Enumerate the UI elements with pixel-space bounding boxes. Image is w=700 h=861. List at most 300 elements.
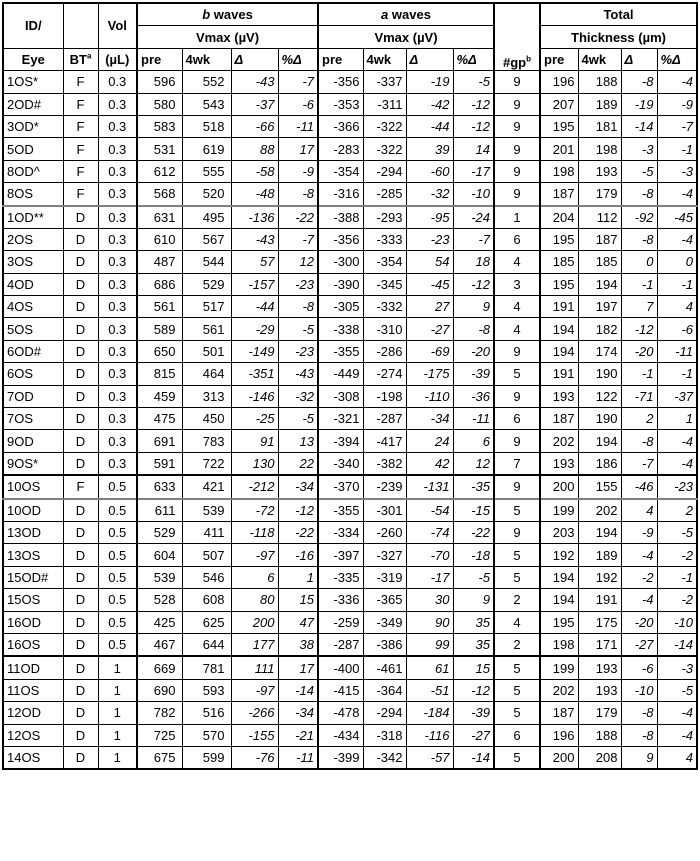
a-pre-cell: -356: [318, 71, 363, 93]
t-pre-cell: 200: [540, 746, 578, 769]
a-4wk-cell: -286: [363, 340, 406, 362]
b-delta-cell: -44: [231, 296, 278, 318]
a-pctdelta-cell: -24: [453, 206, 494, 229]
t-4wk-cell: 155: [578, 475, 621, 498]
table-header: [3, 3, 697, 71]
a-pre-cell: -394: [318, 430, 363, 452]
t-delta-cell: 9: [621, 746, 657, 769]
vol-cell: 0.3: [98, 160, 137, 182]
t-4wk-cell: 194: [578, 273, 621, 295]
t-pre-cell: 192: [540, 544, 578, 566]
vol-cell: 0.3: [98, 138, 137, 160]
table-row: [3, 702, 697, 724]
a-pctdelta-cell: -11: [453, 408, 494, 430]
b-pctdelta-header: %Δ: [278, 48, 318, 70]
t-pctdelta-cell: -23: [657, 475, 697, 498]
vol-cell: 0.5: [98, 499, 137, 522]
b-delta-cell: -146: [231, 385, 278, 407]
b-4wk-cell: 625: [182, 611, 231, 633]
b-pre-cell: 591: [137, 452, 182, 475]
b-4wk-header: 4wk: [182, 48, 231, 70]
bt-cell: D: [63, 273, 98, 295]
a-delta-cell: 24: [406, 430, 453, 452]
t-4wk-cell: 171: [578, 633, 621, 656]
t-4wk-cell: 193: [578, 679, 621, 701]
id-eye-cell: 7OD: [3, 385, 63, 407]
t-pre-cell: 199: [540, 656, 578, 679]
bt-cell: D: [63, 251, 98, 273]
b-pctdelta-cell: 1: [278, 566, 318, 588]
t-pctdelta-cell: 4: [657, 296, 697, 318]
t-delta-cell: -10: [621, 679, 657, 701]
b-pre-cell: 611: [137, 499, 182, 522]
table-row: [3, 611, 697, 633]
id-eye-cell: 5OD: [3, 138, 63, 160]
b-pre-cell: 539: [137, 566, 182, 588]
t-pre-cell: 196: [540, 724, 578, 746]
gp-cell: 9: [494, 183, 540, 206]
b-pre-cell: 669: [137, 656, 182, 679]
t-delta-cell: -7: [621, 452, 657, 475]
a-delta-cell: -51: [406, 679, 453, 701]
bt-cell: D: [63, 724, 98, 746]
vol-cell: 0.3: [98, 363, 137, 385]
table-row: [3, 71, 697, 93]
bt-cell: D: [63, 340, 98, 362]
thickness-header: Thickness (µm): [540, 26, 697, 48]
b-delta-cell: -43: [231, 71, 278, 93]
bt-cell: D: [63, 452, 98, 475]
b-pre-cell: 690: [137, 679, 182, 701]
total-header: Total: [540, 3, 697, 26]
table-row: [3, 724, 697, 746]
b-delta-cell: 6: [231, 566, 278, 588]
t-delta-cell: -1: [621, 363, 657, 385]
a-pctdelta-cell: 12: [453, 452, 494, 475]
a-pre-cell: -287: [318, 633, 363, 656]
t-delta-cell: -8: [621, 228, 657, 250]
t-pctdelta-cell: -3: [657, 656, 697, 679]
t-4wk-cell: 175: [578, 611, 621, 633]
b-pre-cell: 475: [137, 408, 182, 430]
b-4wk-cell: 783: [182, 430, 231, 452]
t-pre-cell: 195: [540, 273, 578, 295]
bt-cell: D: [63, 544, 98, 566]
b-4wk-cell: 644: [182, 633, 231, 656]
t-4wk-cell: 191: [578, 589, 621, 611]
t-pre-cell: 191: [540, 363, 578, 385]
a-pctdelta-cell: -14: [453, 746, 494, 769]
a-pre-cell: -399: [318, 746, 363, 769]
results-table: [2, 2, 698, 770]
b-4wk-cell: 517: [182, 296, 231, 318]
t-delta-cell: -14: [621, 115, 657, 137]
table-row: [3, 363, 697, 385]
a-4wk-cell: -294: [363, 702, 406, 724]
b-pctdelta-cell: -11: [278, 746, 318, 769]
id-eye-cell: 4OD: [3, 273, 63, 295]
a-4wk-cell: -382: [363, 452, 406, 475]
t-pre-cell: 195: [540, 228, 578, 250]
vol-cell: 0.3: [98, 340, 137, 362]
t-delta-cell: -6: [621, 656, 657, 679]
a-pre-cell: -415: [318, 679, 363, 701]
b-pctdelta-cell: -7: [278, 228, 318, 250]
id-eye-cell: 11OD: [3, 656, 63, 679]
a-4wk-cell: -354: [363, 251, 406, 273]
a-pre-cell: -355: [318, 499, 363, 522]
t-pctdelta-cell: -2: [657, 589, 697, 611]
table-row: [3, 115, 697, 137]
a-4wk-cell: -349: [363, 611, 406, 633]
t-pctdelta-cell: -4: [657, 228, 697, 250]
b-4wk-cell: 546: [182, 566, 231, 588]
t-pctdelta-cell: -3: [657, 160, 697, 182]
b-4wk-cell: 555: [182, 160, 231, 182]
table-row: [3, 385, 697, 407]
table-row: [3, 566, 697, 588]
b-pre-cell: 686: [137, 273, 182, 295]
a-pctdelta-cell: -12: [453, 679, 494, 701]
a-4wk-cell: -285: [363, 183, 406, 206]
a-4wk-cell: -293: [363, 206, 406, 229]
a-delta-cell: -69: [406, 340, 453, 362]
t-4wk-cell: 197: [578, 296, 621, 318]
id-eye-cell: 1OS*: [3, 71, 63, 93]
a-pctdelta-cell: -8: [453, 318, 494, 340]
table-row: [3, 138, 697, 160]
b-delta-cell: -136: [231, 206, 278, 229]
vol-cell: 0.3: [98, 385, 137, 407]
a-4wk-cell: -337: [363, 71, 406, 93]
gp-cell: 5: [494, 499, 540, 522]
id-eye-cell: 9OD: [3, 430, 63, 452]
a-pre-cell: -305: [318, 296, 363, 318]
b-pctdelta-cell: 15: [278, 589, 318, 611]
b-4wk-cell: 561: [182, 318, 231, 340]
b-4wk-cell: 544: [182, 251, 231, 273]
b-4wk-cell: 507: [182, 544, 231, 566]
b-pre-header: pre: [137, 48, 182, 70]
id-eye-cell: 8OS: [3, 183, 63, 206]
a-pctdelta-cell: 9: [453, 589, 494, 611]
table-row: [3, 273, 697, 295]
bt-cell: D: [63, 363, 98, 385]
b-pre-cell: 675: [137, 746, 182, 769]
vol-cell: 1: [98, 679, 137, 701]
t-pre-cell: 194: [540, 566, 578, 588]
b-pre-cell: 467: [137, 633, 182, 656]
b-vmax-header: Vmax (µV): [137, 26, 318, 48]
a-pctdelta-cell: -22: [453, 521, 494, 543]
a-pctdelta-cell: -10: [453, 183, 494, 206]
t-pctdelta-cell: 2: [657, 499, 697, 522]
b-pctdelta-cell: -5: [278, 408, 318, 430]
a-4wk-cell: -319: [363, 566, 406, 588]
a-delta-cell: -42: [406, 93, 453, 115]
b-pctdelta-cell: -12: [278, 499, 318, 522]
vol-cell: 0.3: [98, 296, 137, 318]
gp-cell: 9: [494, 71, 540, 93]
b-4wk-cell: 495: [182, 206, 231, 229]
b-delta-cell: -97: [231, 679, 278, 701]
t-pre-cell: 187: [540, 702, 578, 724]
id-eye-header-bottom: Eye: [3, 48, 63, 70]
t-4wk-cell: 112: [578, 206, 621, 229]
t-delta-cell: -2: [621, 566, 657, 588]
vol-cell: 0.3: [98, 228, 137, 250]
t-pre-cell: 202: [540, 430, 578, 452]
vol-cell: 0.5: [98, 633, 137, 656]
id-eye-cell: 4OS: [3, 296, 63, 318]
b-pre-cell: 612: [137, 160, 182, 182]
t-delta-cell: 0: [621, 251, 657, 273]
b-delta-cell: -48: [231, 183, 278, 206]
a-delta-header: Δ: [406, 48, 453, 70]
a-delta-cell: 27: [406, 296, 453, 318]
gp-cell: 9: [494, 385, 540, 407]
t-pre-cell: 194: [540, 589, 578, 611]
b-pre-cell: 725: [137, 724, 182, 746]
a-pctdelta-cell: -12: [453, 273, 494, 295]
t-4wk-cell: 193: [578, 160, 621, 182]
vol-cell: 1: [98, 702, 137, 724]
t-delta-cell: -4: [621, 544, 657, 566]
b-4wk-cell: 570: [182, 724, 231, 746]
b-delta-cell: 91: [231, 430, 278, 452]
id-eye-cell: 2OD#: [3, 93, 63, 115]
a-pre-cell: -449: [318, 363, 363, 385]
a-pre-cell: -434: [318, 724, 363, 746]
b-pre-cell: 580: [137, 93, 182, 115]
t-delta-cell: -8: [621, 724, 657, 746]
a-delta-cell: -57: [406, 746, 453, 769]
t-pre-header: pre: [540, 48, 578, 70]
t-pctdelta-cell: -9: [657, 93, 697, 115]
gp-cell: 4: [494, 318, 540, 340]
bt-cell: D: [63, 589, 98, 611]
gp-cell: 6: [494, 228, 540, 250]
t-4wk-cell: 185: [578, 251, 621, 273]
table-row: [3, 160, 697, 182]
bt-cell: F: [63, 115, 98, 137]
b-waves-header: b waves: [137, 3, 318, 26]
vol-header-bottom: (µL): [98, 48, 137, 70]
vol-cell: 1: [98, 746, 137, 769]
bt-cell: D: [63, 318, 98, 340]
b-4wk-cell: 567: [182, 228, 231, 250]
a-pre-cell: -334: [318, 521, 363, 543]
b-pre-cell: 568: [137, 183, 182, 206]
t-pre-cell: 196: [540, 71, 578, 93]
b-pre-cell: 815: [137, 363, 182, 385]
t-delta-cell: -46: [621, 475, 657, 498]
t-delta-cell: 4: [621, 499, 657, 522]
a-pre-cell: -356: [318, 228, 363, 250]
a-pctdelta-cell: 35: [453, 611, 494, 633]
t-delta-cell: -8: [621, 183, 657, 206]
t-pctdelta-cell: -4: [657, 452, 697, 475]
table-row: [3, 475, 697, 498]
t-4wk-cell: 179: [578, 702, 621, 724]
a-pre-cell: -354: [318, 160, 363, 182]
b-pre-cell: 528: [137, 589, 182, 611]
t-pctdelta-cell: -4: [657, 71, 697, 93]
table-row: [3, 228, 697, 250]
a-4wk-cell: -310: [363, 318, 406, 340]
b-delta-cell: -266: [231, 702, 278, 724]
gp-cell: 5: [494, 363, 540, 385]
t-delta-cell: -3: [621, 138, 657, 160]
t-delta-cell: 7: [621, 296, 657, 318]
t-4wk-cell: 188: [578, 71, 621, 93]
a-pctdelta-cell: -36: [453, 385, 494, 407]
a-4wk-cell: -364: [363, 679, 406, 701]
table-row: [3, 251, 697, 273]
gp-cell: 5: [494, 679, 540, 701]
b-4wk-cell: 450: [182, 408, 231, 430]
t-pre-cell: 201: [540, 138, 578, 160]
a-delta-cell: -70: [406, 544, 453, 566]
t-pctdelta-cell: -5: [657, 521, 697, 543]
a-waves-header: a waves: [318, 3, 494, 26]
vol-cell: 0.3: [98, 273, 137, 295]
b-4wk-cell: 516: [182, 702, 231, 724]
id-eye-cell: 15OS: [3, 589, 63, 611]
table-row: [3, 340, 697, 362]
a-4wk-cell: -294: [363, 160, 406, 182]
b-delta-cell: -43: [231, 228, 278, 250]
gp-cell: 5: [494, 544, 540, 566]
a-delta-cell: -131: [406, 475, 453, 498]
a-pctdelta-cell: 18: [453, 251, 494, 273]
a-pctdelta-header: %Δ: [453, 48, 494, 70]
b-pctdelta-cell: -8: [278, 296, 318, 318]
bt-cell: F: [63, 183, 98, 206]
vol-cell: 0.3: [98, 408, 137, 430]
table-row: [3, 452, 697, 475]
id-eye-cell: 15OD#: [3, 566, 63, 588]
vol-cell: 1: [98, 656, 137, 679]
table-row: [3, 633, 697, 656]
a-pre-cell: -300: [318, 251, 363, 273]
t-pctdelta-cell: -4: [657, 430, 697, 452]
a-delta-cell: 61: [406, 656, 453, 679]
a-delta-cell: -175: [406, 363, 453, 385]
t-pctdelta-cell: 0: [657, 251, 697, 273]
a-delta-cell: -60: [406, 160, 453, 182]
t-pctdelta-cell: -11: [657, 340, 697, 362]
a-delta-cell: -34: [406, 408, 453, 430]
b-delta-cell: -97: [231, 544, 278, 566]
b-pre-cell: 425: [137, 611, 182, 633]
a-4wk-cell: -239: [363, 475, 406, 498]
t-4wk-cell: 189: [578, 544, 621, 566]
gp-cell: 4: [494, 296, 540, 318]
b-delta-cell: 200: [231, 611, 278, 633]
b-pctdelta-cell: 17: [278, 138, 318, 160]
b-pre-cell: 691: [137, 430, 182, 452]
a-pre-cell: -336: [318, 589, 363, 611]
table-row: [3, 679, 697, 701]
b-delta-cell: -212: [231, 475, 278, 498]
bt-cell: D: [63, 746, 98, 769]
t-pctdelta-cell: -14: [657, 633, 697, 656]
vol-cell: 0.5: [98, 521, 137, 543]
t-4wk-cell: 186: [578, 452, 621, 475]
b-4wk-cell: 518: [182, 115, 231, 137]
b-pctdelta-cell: -32: [278, 385, 318, 407]
a-delta-cell: -74: [406, 521, 453, 543]
vol-cell: 0.3: [98, 183, 137, 206]
t-pre-cell: 199: [540, 499, 578, 522]
a-pre-cell: -259: [318, 611, 363, 633]
id-eye-cell: 16OD: [3, 611, 63, 633]
t-delta-cell: -20: [621, 611, 657, 633]
table-row: [3, 183, 697, 206]
a-delta-cell: -54: [406, 499, 453, 522]
a-pre-cell: -397: [318, 544, 363, 566]
b-pre-cell: 596: [137, 71, 182, 93]
b-4wk-cell: 781: [182, 656, 231, 679]
a-4wk-cell: -386: [363, 633, 406, 656]
id-eye-cell: 10OD: [3, 499, 63, 522]
a-4wk-cell: -365: [363, 589, 406, 611]
bt-cell: F: [63, 475, 98, 498]
a-pctdelta-cell: 15: [453, 656, 494, 679]
b-delta-cell: -149: [231, 340, 278, 362]
t-pctdelta-cell: -4: [657, 702, 697, 724]
vol-cell: 1: [98, 724, 137, 746]
a-delta-cell: -19: [406, 71, 453, 93]
a-pre-cell: -370: [318, 475, 363, 498]
table-body: [3, 71, 697, 770]
b-pctdelta-cell: -34: [278, 475, 318, 498]
b-pre-cell: 610: [137, 228, 182, 250]
b-delta-cell: -25: [231, 408, 278, 430]
gp-cell: 4: [494, 611, 540, 633]
a-delta-cell: -116: [406, 724, 453, 746]
gp-cell: 2: [494, 589, 540, 611]
id-eye-cell: 8OD^: [3, 160, 63, 182]
b-delta-cell: 88: [231, 138, 278, 160]
id-eye-cell: 3OS: [3, 251, 63, 273]
gp-cell: 9: [494, 115, 540, 137]
gp-cell: 1: [494, 206, 540, 229]
a-pre-cell: -366: [318, 115, 363, 137]
b-pre-cell: 531: [137, 138, 182, 160]
a-4wk-cell: -327: [363, 544, 406, 566]
table-row: [3, 93, 697, 115]
id-eye-cell: 5OS: [3, 318, 63, 340]
a-pre-cell: -353: [318, 93, 363, 115]
t-pctdelta-cell: 1: [657, 408, 697, 430]
vol-cell: 0.3: [98, 318, 137, 340]
t-4wk-cell: 208: [578, 746, 621, 769]
t-pctdelta-cell: -5: [657, 679, 697, 701]
a-pctdelta-cell: 35: [453, 633, 494, 656]
gp-cell: 9: [494, 138, 540, 160]
t-pre-cell: 203: [540, 521, 578, 543]
id-eye-cell: 1OD**: [3, 206, 63, 229]
a-pctdelta-cell: -5: [453, 566, 494, 588]
b-pctdelta-cell: -6: [278, 93, 318, 115]
a-pre-cell: -308: [318, 385, 363, 407]
b-pctdelta-cell: -23: [278, 340, 318, 362]
bt-cell: D: [63, 679, 98, 701]
t-pre-cell: 195: [540, 611, 578, 633]
b-4wk-cell: 599: [182, 746, 231, 769]
